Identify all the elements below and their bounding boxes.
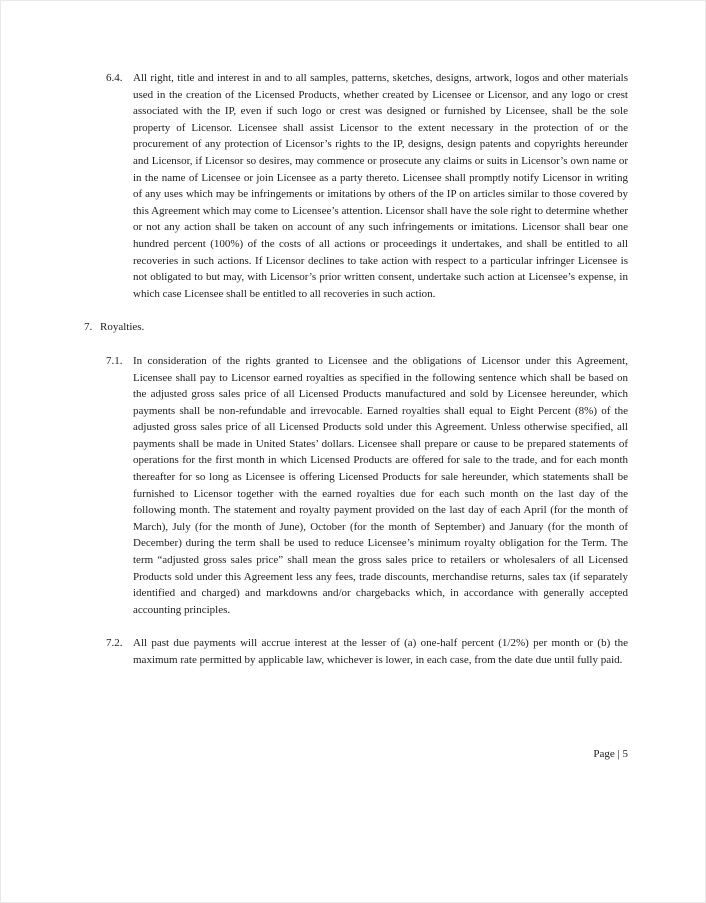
clause-text: All past due payments will accrue interest at the lesser of (a) one-half percent (1/2%) per month or (b) the maximum rate permitted by applicable law, whichever is lower, in each case, from the date due until fully paid. — [133, 637, 628, 666]
section-7-royalties — [1, 319, 628, 336]
clause-7-2 — [1, 635, 628, 668]
clause-text: All right, title and interest in and to all samples, patterns, sketches, designs, artwork, logos and other materials used in the creation of the Licensed Products, whether created by Licensee or Licensor, and any logo or crest associated with the IP, even if such logo or crest was designed or furnished by Licensee, shall be the sole property of Licensor. Licensee shall assist Licensor to the extent necessary in the protection of or the procurement of any protection of Licensor’s rights to the IP, designs, design patents and copyrights hereunder and Licensor, if Licensor so desires, may commence or prosecute any claims or suits in Licensor’s own name or in the name of Licensee or join Licensee as a party thereto. Licensee shall promptly notify Licensor in writing of any uses which may be infringements or imitations by others of the IP on articles similar to those covered by this Agreement which may come to Licensee’s attention. Licensor shall have the sole right to determine whether or not any action shall be taken on account of any such infringements or imitations. Licensor shall bear one hundred percent (100%) of the costs of all actions or proceedings it undertakes, and shall be entitled to all recoveries in such actions. If Licensor declines to take action with respect to a particular infringer Licensee is not obligated to but may, with Licensor’s prior written consent, undertake such action at Licensee’s expense, in which case Licensee shall be entitled to all recoveries in such action. — [133, 72, 628, 300]
clause-text: In consideration of the rights granted to Licensee and the obligations of Licensor under this Agreement, Licensee shall pay to Licensor earned royalties as specified in the following sentence which shall be based on the adjusted gross sales price of all Licensed Products manufactured and sold by Licensee hereunder, which payments shall be non-refundable and irrevocable. Earned royalties shall equal to Eight Percent (8%) of the adjusted gross sales price of all Licensed Products sold under this Agreement. Unless otherwise specified, all payments shall be made in United States’ dollars. Licensee shall prepare or cause to be prepared statements of operations for the first month in which Licensed Products are offered for sale to the trade, and for each month thereafter for so long as Licensee is offering Licensed Products for sale hereunder, which statements shall be furnished to Licensor together with the earned royalties due for each such month on the last day of the following month. The statement and royalty payment provided on the last day of each April (for the month of March), July (for the month of June), October (for the month of September) and January (for the month of December) during the term shall be used to reduce Licensee’s minimum royalty obligation for the Term. The term “adjusted gross sales price” shall mean the gross sales price to retailers or wholesalers of all Licensed Products sold under this Agreement less any fees, trade discounts, merchandise returns, sales tax (if separately identified and charged) and markdowns and/or chargebacks which, in accordance with generally accepted accounting principles. — [133, 354, 628, 616]
clause-6-4 — [1, 70, 628, 302]
page-number: Page | 5 — [593, 748, 628, 760]
clause-number: 6.4. — [106, 72, 123, 84]
clause-number: 7.1. — [106, 354, 123, 367]
section-number: 7. — [84, 321, 93, 334]
clause-7-1 — [1, 353, 628, 619]
document-content — [1, 70, 628, 686]
clause-number: 7.2. — [106, 637, 123, 650]
section-title: Royalties. — [100, 321, 145, 334]
